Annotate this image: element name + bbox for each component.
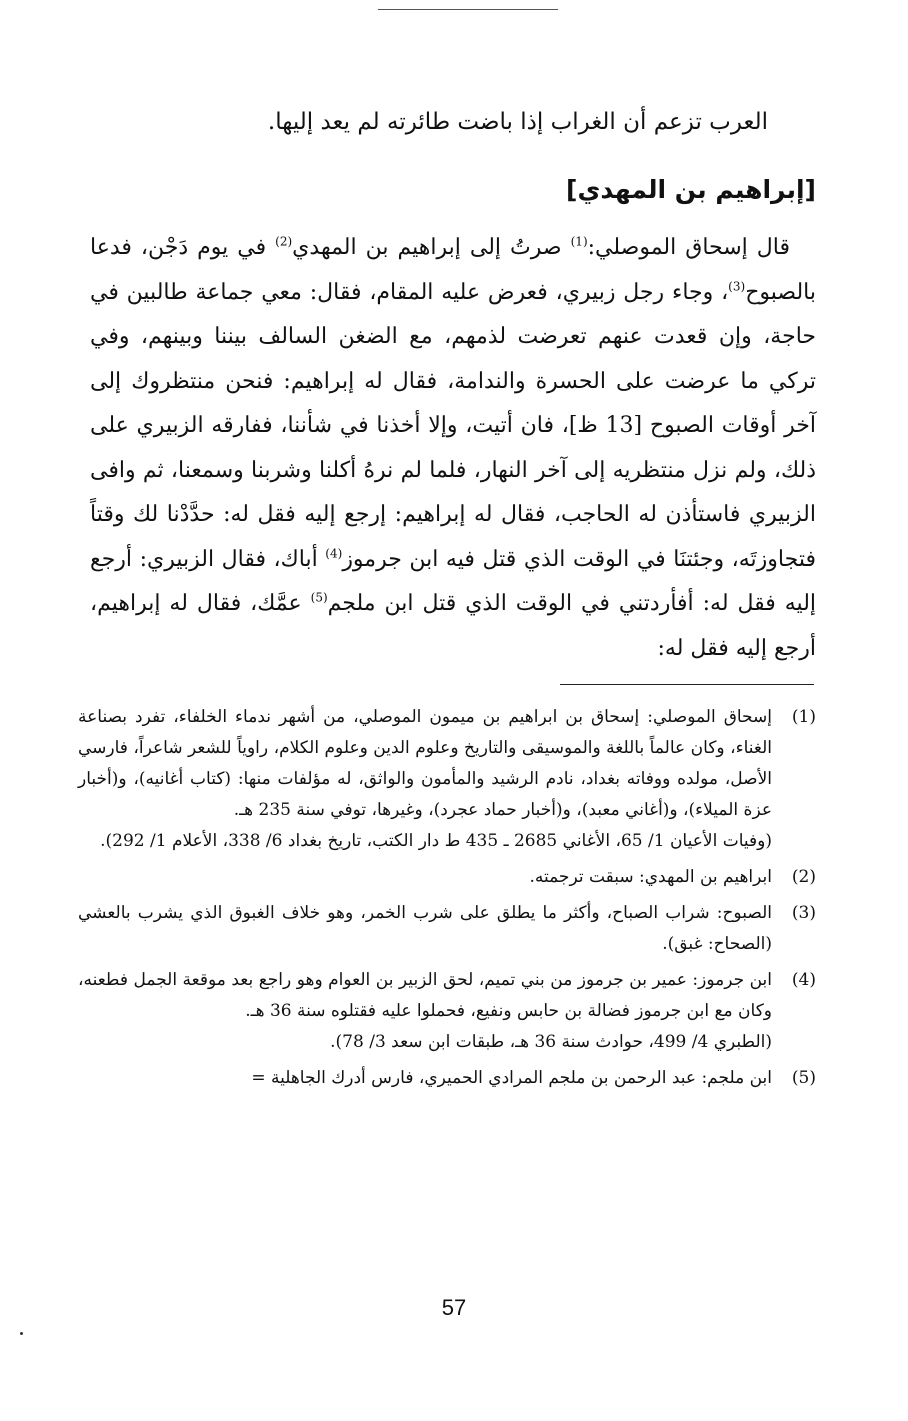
- footnote-item: [78, 702, 816, 857]
- footnote-body: [78, 965, 772, 1058]
- footnote-body: [78, 862, 772, 893]
- footnote-marker-3[interactable]: (3): [728, 279, 746, 294]
- body-paragraph: [90, 226, 816, 671]
- footnote-number: (5): [791, 1068, 816, 1088]
- footnote-text: الصبوح: شراب الصباح، وأكثر ما يطلق على شرب الخمر، وهو خلاف الغبوق الذي يشرب بالعشي (الصحاح: غبق).: [78, 903, 772, 954]
- footnotes: [78, 702, 816, 1099]
- body-text-part-4: ، وجاء رجل زبيري، فعرض عليه المقام، فقال: معي جماعة طالبين في حاجة، وإن قعدت عنهم تعرضت لذمهم، مع الضغن السالف بيننا وبينهم، وفي تركي ما عرضت على الحسرة والندامة، فقال له إبراهيم: فنحن منتظروك إلى آخر أوقات الصبوح [13 ظ]، فان أتيت، وإلا أخذنا في شأننا، ففارقه الزبيري على ذلك، ولم نزل منتظريه إلى آخر النهار، فلما لم نرهُ أكلنا وشربنا وسمعنا، ثم وافى الزبيري فاستأذن له الحاجب، فقال له إبراهيم: إرجع إليه فقل له: حدَّدْنا لك وقتاً فتجاوزتَه، وجئتنَا في الوقت الذي قتل فيه ابن جرموز: [90, 279, 816, 572]
- top-rule: [378, 9, 558, 10]
- body-text-part-3: في يوم دَجْن، فدعا بالصبوح: [90, 235, 816, 305]
- footnote-number: (1): [791, 707, 816, 727]
- body-text-part-5: أباك، فقال الزبيري: أرجع إليه فقل له: أفأردتني في الوقت الذي قتل ابن ملجم: [90, 546, 817, 616]
- footnote-item: [78, 965, 816, 1058]
- footnote-number: (3): [791, 903, 816, 923]
- footnote-number: (2): [791, 867, 816, 887]
- footnote-item: [78, 862, 816, 893]
- body-text-part-2: صرتُ إلى إبراهيم بن المهدي: [292, 235, 571, 260]
- footnote-source: (وفيات الأعيان 1/ 65، الأغاني 2685 ـ 435 ط دار الكتب، تاريخ بغداد 6/ 338، الأعلام 1/ 292).: [100, 831, 772, 851]
- intro-line: العرب تزعم أن الغراب إذا باضت طائرته لم يعد إليها.: [267, 109, 768, 135]
- footnote-marker-5[interactable]: (5): [310, 590, 328, 605]
- footnote-body: [78, 898, 772, 960]
- footnote-text: ابراهيم بن المهدي: سبقت ترجمته.: [529, 867, 772, 887]
- footnote-text: إسحاق الموصلي: إسحاق بن ابراهيم بن ميمون الموصلي، من أشهر ندماء الخلفاء، تفرد بصناعة الغناء، وكان عالماً باللغة والموسيقى والتاريخ وعلوم الدين وعلوم الكلام، راوياً للشعر شاعراً، فارسي الأصل، مولده ووفاته بغداد، نادم الرشيد والمأمون والواثق، له مؤلفات منها: (كتاب أغانيه)، و(أخبار عزة الميلاء)، و(أغاني معبد)، و(أخبار حماد عجرد)، وغيرها، توفي سنة 235 هـ.: [78, 707, 772, 820]
- footnote-text: ابن جرموز: عمير بن جرموز من بني تميم، لحق الزبير بن العوام وهو راجع بعد موقعة الجمل فطعنه، وكان مع ابن جرموز فضالة بن حابس ونفيع، فحملوا عليه فقتلوه سنة 36 هـ.: [78, 970, 772, 1021]
- footnote-separator: [560, 684, 814, 685]
- footnote-marker-1[interactable]: (1): [570, 234, 588, 249]
- scan-speck: [20, 1332, 23, 1335]
- footnote-marker-4[interactable]: (4): [325, 546, 343, 561]
- body-text-part-1: قال إسحاق الموصلي:: [587, 235, 790, 260]
- footnote-item: [78, 1063, 816, 1094]
- footnote-text: ابن ملجم: عبد الرحمن بن ملجم المرادي الحميري، فارس أدرك الجاهلية =: [251, 1068, 772, 1088]
- section-heading: [إبراهيم بن المهدي]: [566, 175, 816, 204]
- footnote-number: (4): [791, 970, 816, 990]
- page-number: 57: [441, 1295, 467, 1320]
- footnote-body: [78, 702, 772, 857]
- footnote-marker-2[interactable]: (2): [275, 234, 293, 249]
- body-text-part-6: عمَّك، فقال له إبراهيم، أرجع إليه فقل له:: [90, 591, 816, 661]
- footnote-item: [78, 898, 816, 960]
- footnote-body: [78, 1063, 772, 1094]
- footnote-source: (الطبري 4/ 499، حوادث سنة 36 هـ، طبقات ابن سعد 3/ 78).: [330, 1032, 772, 1052]
